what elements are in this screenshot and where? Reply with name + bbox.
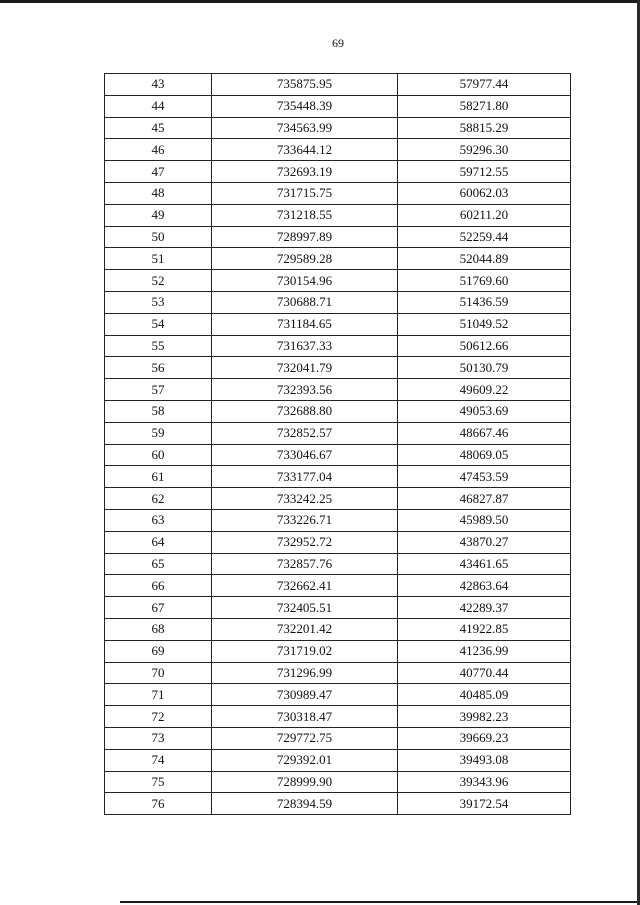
table-row (105, 226, 571, 248)
point-number-cell: 48 (105, 182, 212, 204)
table-row (105, 662, 571, 684)
y-coordinate-cell: 39343.96 (398, 771, 571, 793)
x-coordinate-cell: 732662.41 (212, 575, 398, 597)
x-coordinate-cell: 730318.47 (212, 706, 398, 728)
y-coordinate-cell: 59296.30 (398, 139, 571, 161)
y-coordinate-cell: 58815.29 (398, 117, 571, 139)
point-number-cell: 61 (105, 466, 212, 488)
x-coordinate-cell: 732952.72 (212, 531, 398, 553)
y-coordinate-cell: 40485.09 (398, 684, 571, 706)
table-row (105, 509, 571, 531)
table-row (105, 488, 571, 510)
point-number-cell: 65 (105, 553, 212, 575)
y-coordinate-cell: 39172.54 (398, 793, 571, 815)
point-number-cell: 59 (105, 422, 212, 444)
y-coordinate-cell: 60211.20 (398, 204, 571, 226)
point-number-cell: 70 (105, 662, 212, 684)
point-number-cell: 54 (105, 313, 212, 335)
x-coordinate-cell: 733046.67 (212, 444, 398, 466)
table-row (105, 618, 571, 640)
x-coordinate-cell: 731184.65 (212, 313, 398, 335)
y-coordinate-cell: 39493.08 (398, 749, 571, 771)
point-number-cell: 46 (105, 139, 212, 161)
table-row (105, 727, 571, 749)
x-coordinate-cell: 732852.57 (212, 422, 398, 444)
point-number-cell: 52 (105, 270, 212, 292)
table-row (105, 313, 571, 335)
scan-border-top (0, 0, 640, 3)
x-coordinate-cell: 729772.75 (212, 727, 398, 749)
point-number-cell: 72 (105, 706, 212, 728)
x-coordinate-cell: 732693.19 (212, 161, 398, 183)
point-number-cell: 51 (105, 248, 212, 270)
table-row (105, 793, 571, 815)
table-row (105, 204, 571, 226)
point-number-cell: 43 (105, 74, 212, 96)
y-coordinate-cell: 39669.23 (398, 727, 571, 749)
table-row (105, 444, 571, 466)
point-number-cell: 62 (105, 488, 212, 510)
table-row (105, 270, 571, 292)
table-row (105, 422, 571, 444)
y-coordinate-cell: 59712.55 (398, 161, 571, 183)
x-coordinate-cell: 729392.01 (212, 749, 398, 771)
point-number-cell: 53 (105, 291, 212, 313)
point-number-cell: 64 (105, 531, 212, 553)
point-number-cell: 76 (105, 793, 212, 815)
point-number-cell: 69 (105, 640, 212, 662)
table-row (105, 575, 571, 597)
x-coordinate-cell: 728997.89 (212, 226, 398, 248)
point-number-cell: 56 (105, 357, 212, 379)
table-row (105, 74, 571, 96)
point-number-cell: 45 (105, 117, 212, 139)
point-number-cell: 74 (105, 749, 212, 771)
table-row (105, 357, 571, 379)
x-coordinate-cell: 730154.96 (212, 270, 398, 292)
y-coordinate-cell: 51436.59 (398, 291, 571, 313)
table-row (105, 379, 571, 401)
x-coordinate-cell: 732405.51 (212, 597, 398, 619)
table-row (105, 531, 571, 553)
table-row (105, 248, 571, 270)
y-coordinate-cell: 50130.79 (398, 357, 571, 379)
table-row (105, 771, 571, 793)
point-number-cell: 50 (105, 226, 212, 248)
y-coordinate-cell: 58271.80 (398, 95, 571, 117)
table-row (105, 640, 571, 662)
point-number-cell: 60 (105, 444, 212, 466)
x-coordinate-cell: 733177.04 (212, 466, 398, 488)
point-number-cell: 47 (105, 161, 212, 183)
point-number-cell: 57 (105, 379, 212, 401)
y-coordinate-cell: 49609.22 (398, 379, 571, 401)
point-number-cell: 55 (105, 335, 212, 357)
coordinates-table (104, 73, 571, 815)
point-number-cell: 71 (105, 684, 212, 706)
table-row (105, 182, 571, 204)
y-coordinate-cell: 60062.03 (398, 182, 571, 204)
x-coordinate-cell: 731296.99 (212, 662, 398, 684)
table-row (105, 706, 571, 728)
point-number-cell: 63 (105, 509, 212, 531)
point-number-cell: 75 (105, 771, 212, 793)
point-number-cell: 66 (105, 575, 212, 597)
scan-border-bottom (120, 901, 637, 903)
y-coordinate-cell: 50612.66 (398, 335, 571, 357)
y-coordinate-cell: 52259.44 (398, 226, 571, 248)
table-row (105, 95, 571, 117)
table-row (105, 466, 571, 488)
y-coordinate-cell: 46827.87 (398, 488, 571, 510)
y-coordinate-cell: 47453.59 (398, 466, 571, 488)
x-coordinate-cell: 732688.80 (212, 400, 398, 422)
x-coordinate-cell: 732393.56 (212, 379, 398, 401)
table-row (105, 400, 571, 422)
table-row (105, 553, 571, 575)
table-row (105, 117, 571, 139)
y-coordinate-cell: 48667.46 (398, 422, 571, 444)
x-coordinate-cell: 734563.99 (212, 117, 398, 139)
x-coordinate-cell: 730688.71 (212, 291, 398, 313)
y-coordinate-cell: 43461.65 (398, 553, 571, 575)
table-row (105, 335, 571, 357)
y-coordinate-cell: 39982.23 (398, 706, 571, 728)
y-coordinate-cell: 51049.52 (398, 313, 571, 335)
table-row (105, 161, 571, 183)
x-coordinate-cell: 732041.79 (212, 357, 398, 379)
y-coordinate-cell: 49053.69 (398, 400, 571, 422)
y-coordinate-cell: 42289.37 (398, 597, 571, 619)
coordinates-table-body (105, 74, 571, 815)
y-coordinate-cell: 51769.60 (398, 270, 571, 292)
page-number: 69 (332, 36, 344, 50)
x-coordinate-cell: 732857.76 (212, 553, 398, 575)
x-coordinate-cell: 728999.90 (212, 771, 398, 793)
x-coordinate-cell: 731218.55 (212, 204, 398, 226)
table-row (105, 597, 571, 619)
y-coordinate-cell: 45989.50 (398, 509, 571, 531)
x-coordinate-cell: 731719.02 (212, 640, 398, 662)
y-coordinate-cell: 41236.99 (398, 640, 571, 662)
table-row (105, 684, 571, 706)
point-number-cell: 44 (105, 95, 212, 117)
y-coordinate-cell: 40770.44 (398, 662, 571, 684)
x-coordinate-cell: 731715.75 (212, 182, 398, 204)
y-coordinate-cell: 48069.05 (398, 444, 571, 466)
point-number-cell: 73 (105, 727, 212, 749)
table-row (105, 291, 571, 313)
point-number-cell: 67 (105, 597, 212, 619)
x-coordinate-cell: 735448.39 (212, 95, 398, 117)
x-coordinate-cell: 731637.33 (212, 335, 398, 357)
x-coordinate-cell: 733242.25 (212, 488, 398, 510)
x-coordinate-cell: 728394.59 (212, 793, 398, 815)
x-coordinate-cell: 732201.42 (212, 618, 398, 640)
point-number-cell: 49 (105, 204, 212, 226)
point-number-cell: 58 (105, 400, 212, 422)
y-coordinate-cell: 43870.27 (398, 531, 571, 553)
y-coordinate-cell: 42863.64 (398, 575, 571, 597)
point-number-cell: 68 (105, 618, 212, 640)
table-row (105, 749, 571, 771)
x-coordinate-cell: 733644.12 (212, 139, 398, 161)
table-row (105, 139, 571, 161)
x-coordinate-cell: 735875.95 (212, 74, 398, 96)
x-coordinate-cell: 730989.47 (212, 684, 398, 706)
x-coordinate-cell: 733226.71 (212, 509, 398, 531)
y-coordinate-cell: 41922.85 (398, 618, 571, 640)
y-coordinate-cell: 52044.89 (398, 248, 571, 270)
x-coordinate-cell: 729589.28 (212, 248, 398, 270)
y-coordinate-cell: 57977.44 (398, 74, 571, 96)
